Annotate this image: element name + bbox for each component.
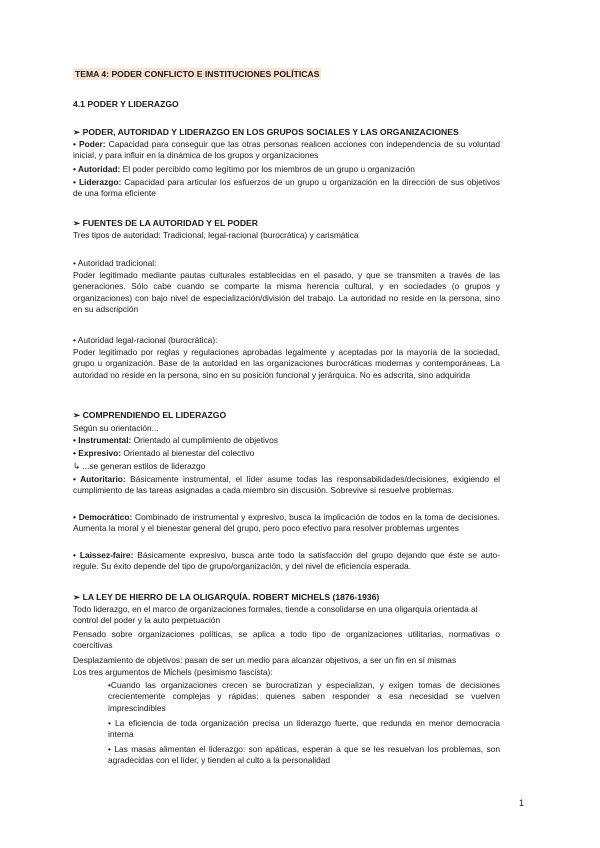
term-poder: • Poder: [73,139,106,149]
def-expresivo: Orientado al bienestar del colectivo [121,448,255,458]
def-autoritario: Básicamente instrumental, el líder asume todas las responsabilidades/decisiones, exigiendo el cumplimiento de las tareas asignadas a cada miembro sin discusión. Sobrevive si resuelve problemas. [73,474,500,496]
term-autoritario: • Autoritario: [73,474,126,484]
estilos-liderazgo-arrow: ↳ ...se generan estilos de liderazgo [73,461,206,471]
bullet-laissez-faire [73,550,500,573]
bullet-poder [73,139,500,162]
term-expresivo: • Expresivo: [73,448,122,458]
autoridad-legal-text: Poder legitimado por reglas y regulaciones aprobadas legalmente y aceptadas por la mayoría de la sociedad, grupo u organización. Base de la autoridad en las organizaciones burocráticas modernas y contemporáneas. La autoridad no reside en la persona, sino en su posición funcional y jerárquica. No es adscrita, sino adquirida [73,347,500,380]
bullet-autoritario [73,474,500,497]
oligarquia-paragraph-4: Los tres argumentos de Michels (pesimismo fascista): [73,667,273,677]
argumento-michels-2: • La eficiencia de toda organización precisa un liderazgo fuerte, que redunda en menor democracia interna [108,718,500,740]
bullet-liderazgo [73,177,500,200]
heading-poder-autoridad-liderazgo: ➢ PODER, AUTORIDAD Y LIDERAZGO EN LOS GRUPOS SOCIALES Y LAS ORGANIZACIONES [73,127,459,137]
oligarquia-paragraph-1: Todo liderazgo, en el marco de organizaciones formales, tiende a consolidarse en una oligarquía orientada al control del poder y la auto perpetuación [73,604,478,626]
heading-fuentes-autoridad: ➢ FUENTES DE LA AUTORIDAD Y EL PODER [73,218,258,228]
term-instrumental: • Instrumental: [73,435,132,445]
def-laissez-faire: Básicamente expresivo, busca ante todo la satisfacción del grupo dejando que éste se auto-regule. Su éxito depende del tipo de grupo/organización, y del nivel de eficiencia esperada. [73,550,500,572]
term-autoridad: • Autoridad: [73,164,121,174]
bullet-autoridad [73,164,500,175]
def-democratico: Combinado de instrumental y expresivo, busca la implicación de todos en la toma de decisiones. Aumenta la moral y el bienestar general del grupo, pero poco efectivo para resolver problemas urgentes [73,512,500,534]
bullet-expresivo [73,448,500,459]
autoridad-tradicional-text: Poder legitimado mediante pautas culturales establecidas en el pasado, y que se transmiten a través de las generaciones. Sólo cabe cuando se comparte la misma herencia cultural, y en sociedades (o grupos y organizaciones) con bajo nivel de especialización/división del trabajo. La autoridad no reside en la persona, sino en su adscripción [73,270,500,314]
bullet-democratico [73,512,500,535]
bullet-instrumental [73,435,500,446]
argumento-michels-1: •Cuando las organizaciones crecen se burocratizan y especializan, y exigen tomas de decisiones crecientemente complejas y rápidas: quienes saben responder a esa necesidad se vuelven imprescindibles [108,680,500,713]
oligarquia-paragraph-2: Pensado sobre organizaciones políticas, se aplica a todo tipo de organizaciones utilitarias, normativas o coercitivas [73,629,500,651]
heading-ley-hierro-oligarquia: ➢ LA LEY DE HIERRO DE LA OLIGARQUÍA. ROBERT MICHELS (1876-1936) [73,592,380,602]
oligarquia-paragraph-3: Desplazamiento de objetivos: pasan de ser un medio para alcanzar objetivos, a ser un fin en sí mismas [73,655,457,665]
autoridad-legal-heading: • Autoridad legal-racional (burocrática): [73,335,218,345]
orientacion-intro: Según su orientación... [73,423,159,433]
term-liderazgo: • Liderazgo: [73,177,122,187]
term-laissez-faire: • Laissez-faire: [73,550,134,560]
autoridad-tradicional-heading: • Autoridad tradicional: [73,258,157,268]
argumento-michels-3: • Las masas alimentan el liderazgo: son apáticas, esperan a que se les resuelvan los problemas, son agradecidas con el líder, y tienden al culto a la personalidad [108,744,500,766]
def-autoridad: El poder percibido como legítimo por los miembros de un grupo u organización [120,164,415,174]
term-democratico: • Democrático: [73,512,133,522]
def-poder: Capacidad para conseguir que las otras personas realicen acciones con independencia de su voluntad inicial, y para influir en la dinámica de los grupos y organizaciones [73,139,500,161]
page-number: 1 [519,798,525,808]
document-title: TEMA 4: PODER CONFLICTO E INSTITUCIONES POLÍTICAS [75,69,320,79]
def-liderazgo: Capacidad para articular los esfuerzos de un grupo u organización en la dirección de sus objetivos de una forma eficiente [73,177,500,199]
heading-comprendiendo-liderazgo: ➢ COMPRENDIENDO EL LIDERAZGO [73,410,227,420]
def-instrumental: Orientado al cumplimiento de objetivos [131,435,278,445]
fuentes-intro: Tres tipos de autoridad: Tradicional, legal-racional (burocrática) y carismática [73,230,359,240]
section-heading-4-1: 4.1 PODER Y LIDERAZGO [73,99,179,109]
